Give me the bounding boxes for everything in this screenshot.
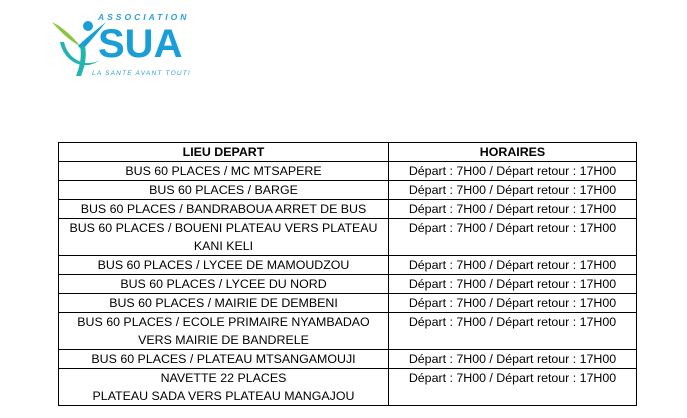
lieu-depart-line: BUS 60 PLACES / LYCEE DE MAMOUDZOU (97, 258, 350, 272)
horaires-cell: Départ : 7H00 / Départ retour : 17H00 (389, 294, 637, 313)
lieu-depart-line: NAVETTE 22 PLACES (160, 371, 287, 385)
table-row (59, 369, 637, 406)
lieu-depart-line: BUS 60 PLACES / MC MTSAPERE (125, 164, 322, 178)
logo-association-text: ASSOCIATION (98, 12, 190, 22)
logo-name: SUA (98, 22, 183, 66)
lieu-depart-cell (59, 219, 389, 256)
lieu-depart-cell (59, 275, 389, 294)
lieu-depart-cell (59, 313, 389, 350)
lieu-depart-line: BUS 60 PLACES / PLATEAU MTSANGAMOUJI (91, 352, 356, 366)
table-row (59, 275, 637, 294)
lieu-depart-cell (59, 294, 389, 313)
association-logo (50, 12, 200, 82)
horaires-cell: Départ : 7H00 / Départ retour : 17H00 (389, 256, 637, 275)
lieu-depart-cell (59, 350, 389, 369)
horaires-cell: Départ : 7H00 / Départ retour : 17H00 (389, 162, 637, 181)
table-row (59, 219, 637, 256)
horaires-cell: Départ : 7H00 / Départ retour : 17H00 (389, 275, 637, 294)
table-row (59, 200, 637, 219)
lieu-depart-line: BUS 60 PLACES / BOUENI PLATEAU VERS PLATEAU (69, 221, 378, 235)
table-row (59, 181, 637, 200)
logo-tagline: LA SANTE AVANT TOUT! (92, 70, 191, 77)
horaires-cell: Départ : 7H00 / Départ retour : 17H00 (389, 219, 637, 256)
departure-schedule-table (58, 142, 637, 406)
table-header-row (59, 143, 637, 162)
lieu-depart-cell (59, 162, 389, 181)
horaires-cell: Départ : 7H00 / Départ retour : 17H00 (389, 181, 637, 200)
lieu-depart-line: BUS 60 PLACES / BANDRABOUA ARRET DE BUS (80, 202, 367, 216)
lieu-depart-line: PLATEAU SADA VERS PLATEAU MANGAJOU (92, 389, 355, 403)
horaires-cell: Départ : 7H00 / Départ retour : 17H00 (389, 369, 637, 406)
lieu-depart-line: VERS MAIRIE DE BANDRELE (138, 333, 309, 347)
lieu-depart-cell (59, 369, 389, 406)
lieu-depart-line: BUS 60 PLACES / ECOLE PRIMAIRE NYAMBADAO (77, 315, 370, 329)
lieu-depart-cell (59, 256, 389, 275)
lieu-depart-line: KANI KELI (193, 239, 254, 253)
table-row (59, 162, 637, 181)
table-row (59, 294, 637, 313)
horaires-cell: Départ : 7H00 / Départ retour : 17H00 (389, 350, 637, 369)
lieu-depart-line: BUS 60 PLACES / LYCEE DU NORD (120, 277, 327, 291)
header-lieu-depart: LIEU DEPART (59, 143, 389, 162)
lieu-depart-cell (59, 200, 389, 219)
header-horaires: HORAIRES (389, 143, 637, 162)
horaires-cell: Départ : 7H00 / Départ retour : 17H00 (389, 200, 637, 219)
table-row (59, 313, 637, 350)
lieu-depart-line: BUS 60 PLACES / MAIRIE DE DEMBENI (109, 296, 338, 310)
lieu-depart-cell (59, 181, 389, 200)
table-row (59, 350, 637, 369)
lieu-depart-line: BUS 60 PLACES / BARGE (149, 183, 298, 197)
table-row (59, 256, 637, 275)
horaires-cell: Départ : 7H00 / Départ retour : 17H00 (389, 313, 637, 350)
